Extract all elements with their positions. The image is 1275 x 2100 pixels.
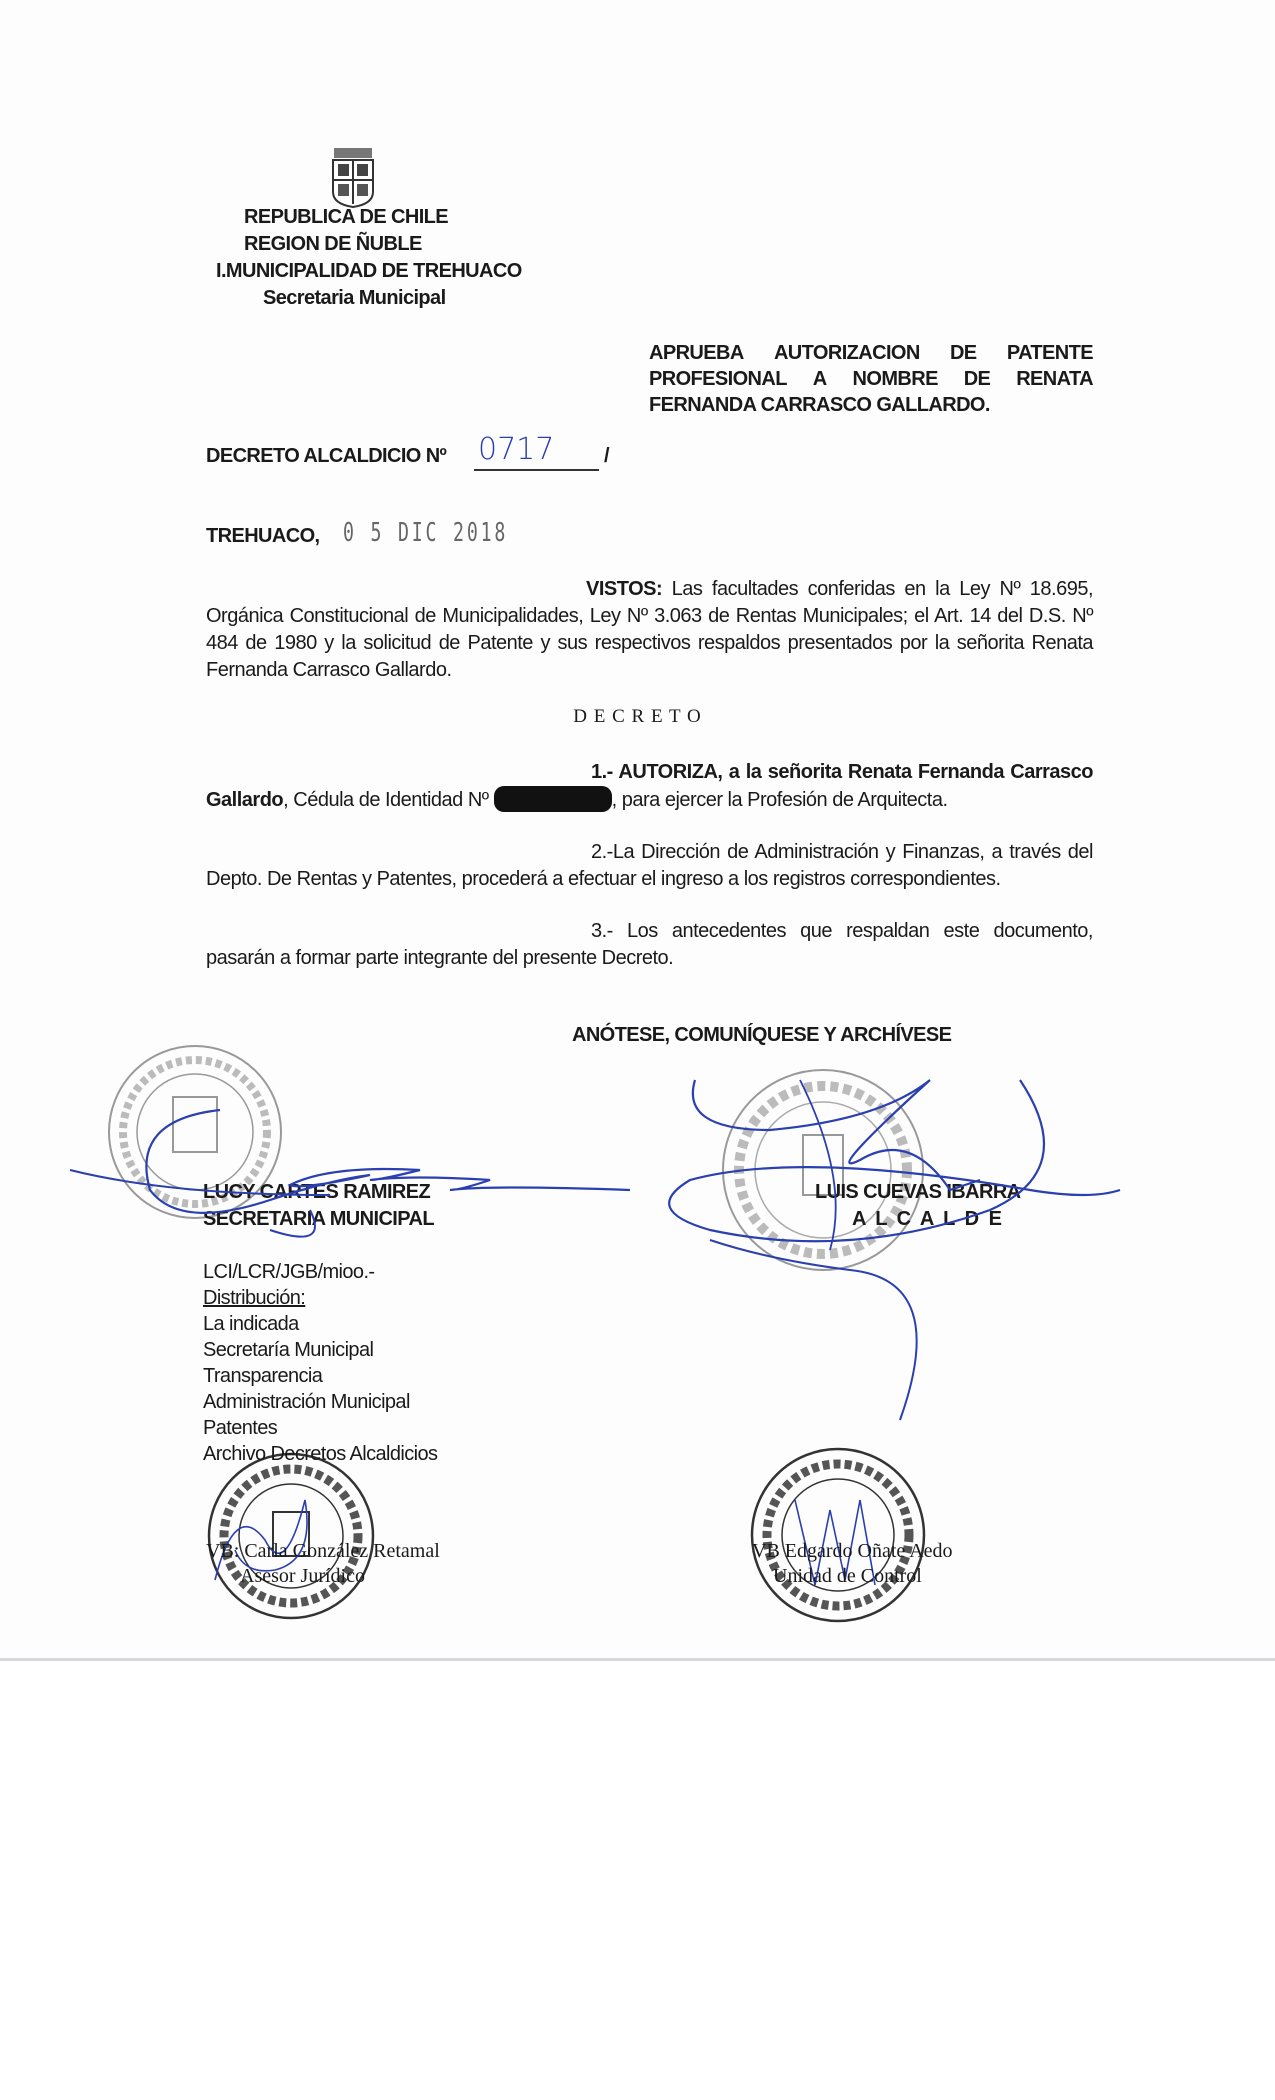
redacted-id	[494, 786, 612, 812]
vistos-text: Las facultades conferidas en la Ley Nº 18.695, Orgánica Constitucional de Municipalidades, Ley Nº 3.063 de Rentas Municipales; el Art. 14 del D.S. Nº 484 de 1980 y la solicitud de Patente y sus respectivos respaldos presentados por la señorita Renata Fernanda Carrasco Gallardo.	[206, 578, 1093, 681]
date-stamp: 0 5 DIC 2018	[343, 518, 509, 548]
subject-word: AUTORIZACION	[773, 342, 920, 364]
subject-line-1	[649, 340, 1093, 367]
header-republic: REPUBLICA DE CHILE	[244, 206, 449, 228]
vb-control-title: Unidad de Control	[773, 1565, 922, 1587]
distribution-item: Administración Municipal	[203, 1391, 410, 1413]
coat-of-arms-icon	[330, 148, 376, 208]
item-3-text: 3.- Los antecedentes que respaldan este documento, pasarán a formar parte integrante del presente Decreto.	[206, 920, 1093, 969]
initials-reference: LCI/LCR/JGB/mioo.-	[203, 1261, 375, 1283]
distribution-item: Patentes	[203, 1417, 278, 1439]
decree-number-handwritten: 0717	[478, 432, 555, 467]
distribution-item: La indicada	[203, 1313, 299, 1335]
right-signature	[650, 1060, 1100, 1430]
subject-line-3: FERNANDA CARRASCO GALLARDO.	[649, 394, 990, 416]
right-signatory-name: LUIS CUEVAS IBARRA	[815, 1181, 1021, 1203]
distribution-item: Secretaría Municipal	[203, 1339, 374, 1361]
item-1-text: , Cédula de Identidad Nº	[283, 789, 489, 811]
header-region: REGION DE ÑUBLE	[244, 233, 422, 255]
left-signatory-title: SECRETARIA MUNICIPAL	[203, 1208, 434, 1230]
left-signature	[70, 1080, 690, 1260]
item-2	[206, 839, 1093, 893]
closing-formula: ANÓTESE, COMUNÍQUESE Y ARCHÍVESE	[572, 1024, 952, 1046]
subject-word: DE	[949, 342, 977, 364]
subject-word: RENATA	[1016, 368, 1093, 390]
vb-juridico-name: VB: Carla González Retamal	[206, 1540, 440, 1562]
vb-juridico-title: Asesor Jurídico	[240, 1565, 365, 1587]
left-signatory-name: LUCY CARTES RAMIREZ	[203, 1181, 431, 1203]
vistos-label: VISTOS:	[586, 578, 663, 600]
header-municipality: I.MUNICIPALIDAD DE TREHUACO	[216, 260, 522, 282]
item-2-text: 2.-La Dirección de Administración y Finanzas, a través del Depto. De Rentas y Patentes, procederá a efectuar el ingreso a los registros correspondientes.	[206, 841, 1093, 890]
header-department: Secretaria Municipal	[263, 287, 446, 309]
subject-line-2	[649, 366, 1093, 393]
distribution-label: Distribución:	[203, 1287, 306, 1309]
place-label: TREHUACO,	[206, 525, 320, 547]
subject-word: NOMBRE	[852, 368, 938, 390]
item-1-text-end: , para ejercer la Profesión de Arquitecta.	[611, 789, 948, 811]
vistos-paragraph	[206, 576, 1093, 684]
distribution-item: Transparencia	[203, 1365, 323, 1387]
subject-word: A	[812, 368, 827, 390]
subject-word: PATENTE	[1006, 342, 1093, 364]
vb-control-name: VB Edgardo Oñate Aedo	[752, 1540, 953, 1562]
decree-number-underline	[474, 469, 599, 471]
distribution-item: Archivo Decretos Alcaldicios	[203, 1443, 438, 1465]
decree-slash: /	[604, 445, 609, 467]
decreto-heading: D E C R E T O	[573, 706, 702, 727]
subject-word: PROFESIONAL	[649, 368, 787, 390]
subject-word: DE	[963, 368, 991, 390]
subject-word: APRUEBA	[649, 342, 744, 364]
item-1-bold: 1.- AUTORIZA, a la señorita Renata Fernanda Carrasco Gallardo	[206, 761, 1093, 811]
right-signatory-title: A L C A L D E	[852, 1208, 1004, 1230]
decree-label: DECRETO ALCALDICIO Nº	[206, 445, 447, 467]
item-1	[206, 759, 1093, 814]
item-3	[206, 918, 1093, 972]
